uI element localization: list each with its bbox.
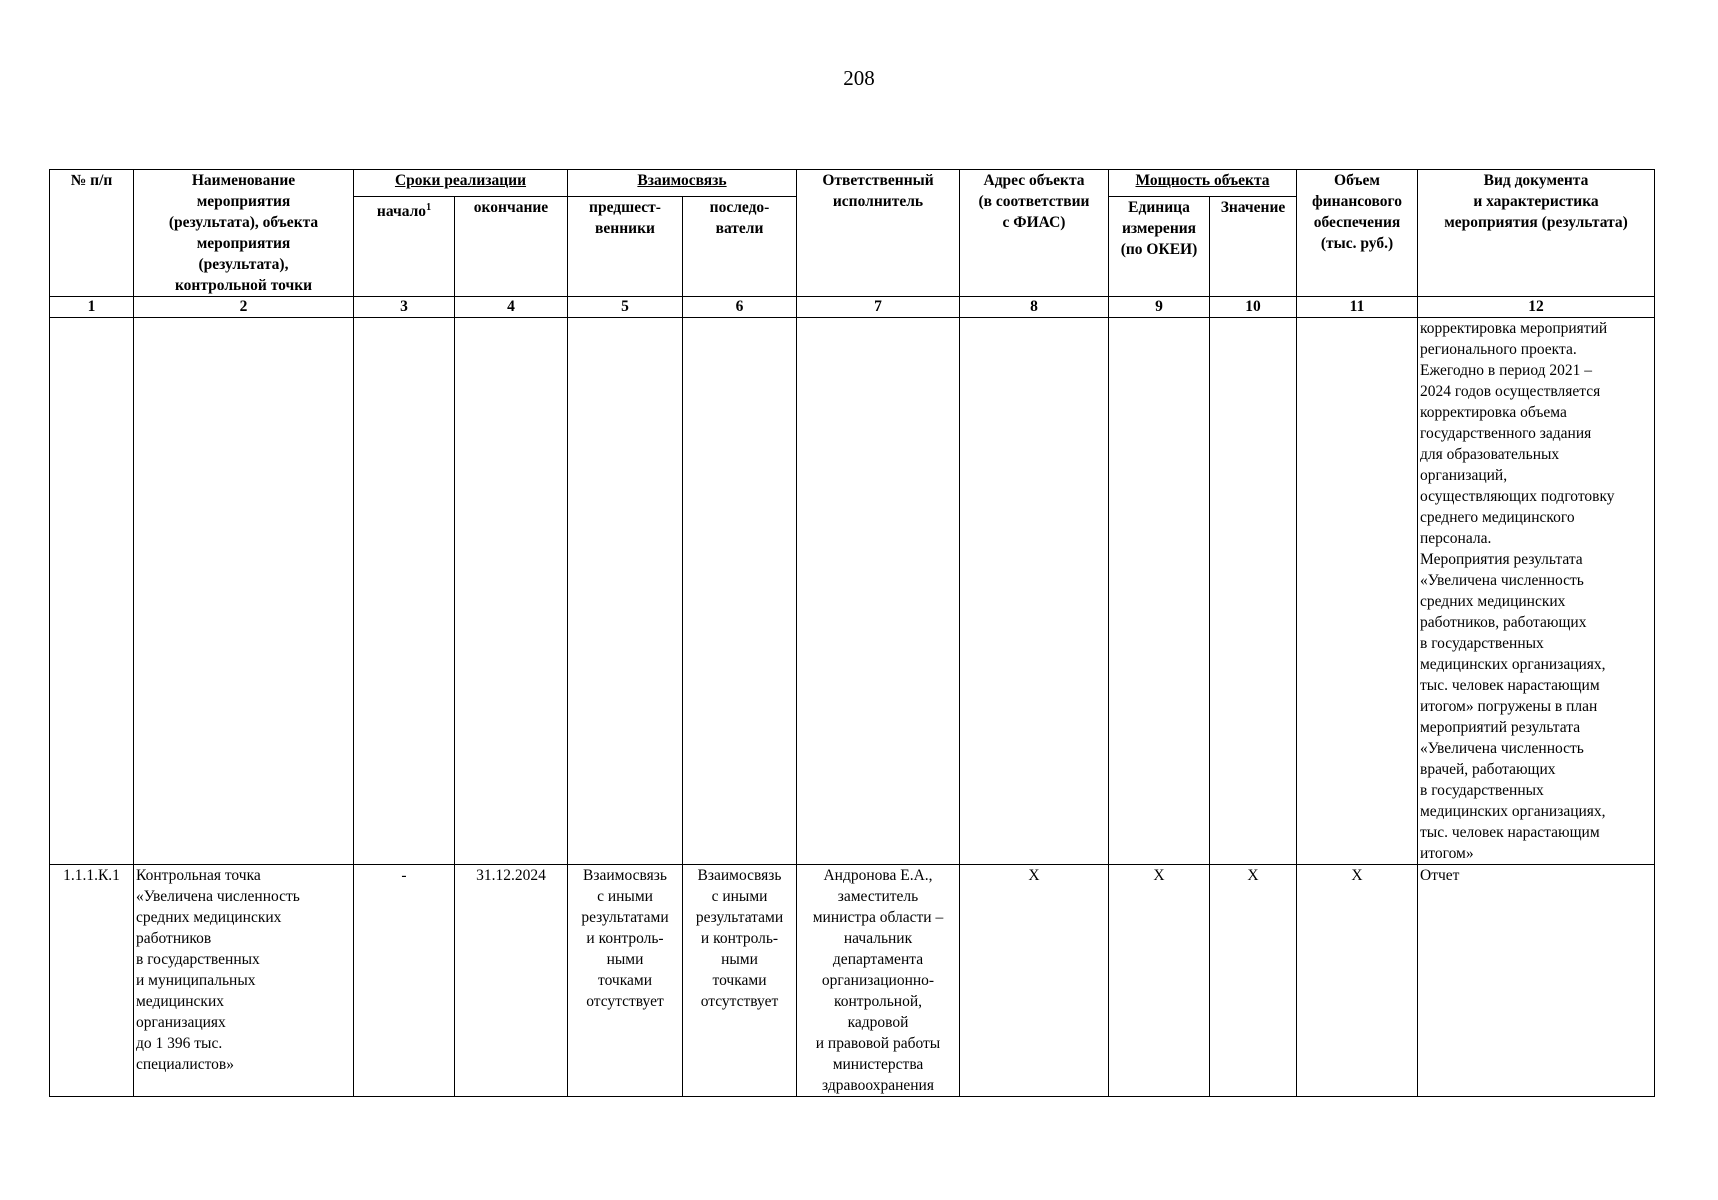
header-successors: последо- ватели <box>683 197 797 297</box>
header-predecessors: предшест- венники <box>568 197 683 297</box>
header-group-capacity <box>1109 170 1297 197</box>
checkpoint-successors: Взаимосвязь с иными результатами и контроль- ными точками отсутствует <box>683 865 797 1097</box>
cell-empty <box>354 318 455 865</box>
header-group-terms <box>354 170 568 197</box>
col-number-8: 8 <box>960 297 1109 318</box>
header-start <box>354 197 455 297</box>
col-number-3: 3 <box>354 297 455 318</box>
cell-empty <box>683 318 797 865</box>
header-responsible: Ответственный исполнитель <box>797 170 960 297</box>
cell-empty <box>1109 318 1210 865</box>
page-number: 208 <box>843 66 875 90</box>
checkpoint-start: - <box>354 865 455 1097</box>
checkpoint-responsible: Андронова Е.А., заместитель министра области – начальник департамента организационно- контрольной, кадровой и правовой работы министерства здравоохранения <box>797 865 960 1097</box>
document-characteristic-cell: корректировка мероприятий регионального проекта. Ежегодно в период 2021 – 2024 годов осуществляется корректировка объема государственного задания для образовательных организаций, осуществляющих подготовку среднего медицинского персонала. Мероприятия результата «Увеличена численность средних медицинских работников, работающих в государственных медицинских организациях, тыс. человек нарастающим итогом» погружены в план мероприятий результата «Увеличена численность врачей, работающих в государственных медицинских организациях, тыс. человек нарастающим итогом» <box>1418 318 1655 865</box>
column-number-row <box>50 297 1655 318</box>
header-start-label: начало <box>376 203 427 221</box>
table-row-checkpoint <box>50 865 1655 1097</box>
header-number: № п/п <box>50 170 134 297</box>
header-name: Наименование мероприятия (результата), объекта мероприятия (результата), контрольной точки <box>134 170 354 297</box>
footnote-marker: 1 <box>426 202 432 213</box>
checkpoint-unit: Х <box>1109 865 1210 1097</box>
col-number-9: 9 <box>1109 297 1210 318</box>
col-number-2: 2 <box>134 297 354 318</box>
checkpoint-address: Х <box>960 865 1109 1097</box>
group-links-label: Взаимосвязь <box>637 172 727 189</box>
col-number-5: 5 <box>568 297 683 318</box>
activity-table <box>49 169 1655 1097</box>
header-value: Значение <box>1210 197 1297 297</box>
col-number-12: 12 <box>1418 297 1655 318</box>
header-document: Вид документа и характеристика мероприятия (результата) <box>1418 170 1655 297</box>
checkpoint-number: 1.1.1.К.1 <box>50 865 134 1097</box>
checkpoint-predecessors: Взаимосвязь с иными результатами и контроль- ными точками отсутствует <box>568 865 683 1097</box>
group-terms-label: Сроки реализации <box>394 172 527 189</box>
header-row-1 <box>50 170 1655 197</box>
header-group-links <box>568 170 797 197</box>
col-number-7: 7 <box>797 297 960 318</box>
cell-empty <box>797 318 960 865</box>
cell-empty <box>568 318 683 865</box>
col-number-6: 6 <box>683 297 797 318</box>
cell-empty <box>1210 318 1297 865</box>
cell-empty <box>1297 318 1418 865</box>
cell-empty <box>134 318 354 865</box>
cell-empty <box>960 318 1109 865</box>
group-capacity-label: Мощность объекта <box>1135 172 1270 189</box>
header-funding: Объем финансового обеспечения (тыс. руб.) <box>1297 170 1418 297</box>
checkpoint-end: 31.12.2024 <box>455 865 568 1097</box>
header-address: Адрес объекта (в соответствии с ФИАС) <box>960 170 1109 297</box>
header-end: окончание <box>455 197 568 297</box>
col-number-11: 11 <box>1297 297 1418 318</box>
col-number-1: 1 <box>50 297 134 318</box>
col-number-10: 10 <box>1210 297 1297 318</box>
header-unit: Единица измерения (по ОКЕИ) <box>1109 197 1210 297</box>
checkpoint-funding: Х <box>1297 865 1418 1097</box>
table-row-continuation <box>50 318 1655 865</box>
checkpoint-name: Контрольная точка «Увеличена численность средних медицинских работников в государственных и муниципальных медицинских организациях до 1 396 тыс. специалистов» <box>134 865 354 1097</box>
checkpoint-document: Отчет <box>1418 865 1655 1097</box>
cell-empty <box>455 318 568 865</box>
cell-empty <box>50 318 134 865</box>
checkpoint-value: Х <box>1210 865 1297 1097</box>
col-number-4: 4 <box>455 297 568 318</box>
